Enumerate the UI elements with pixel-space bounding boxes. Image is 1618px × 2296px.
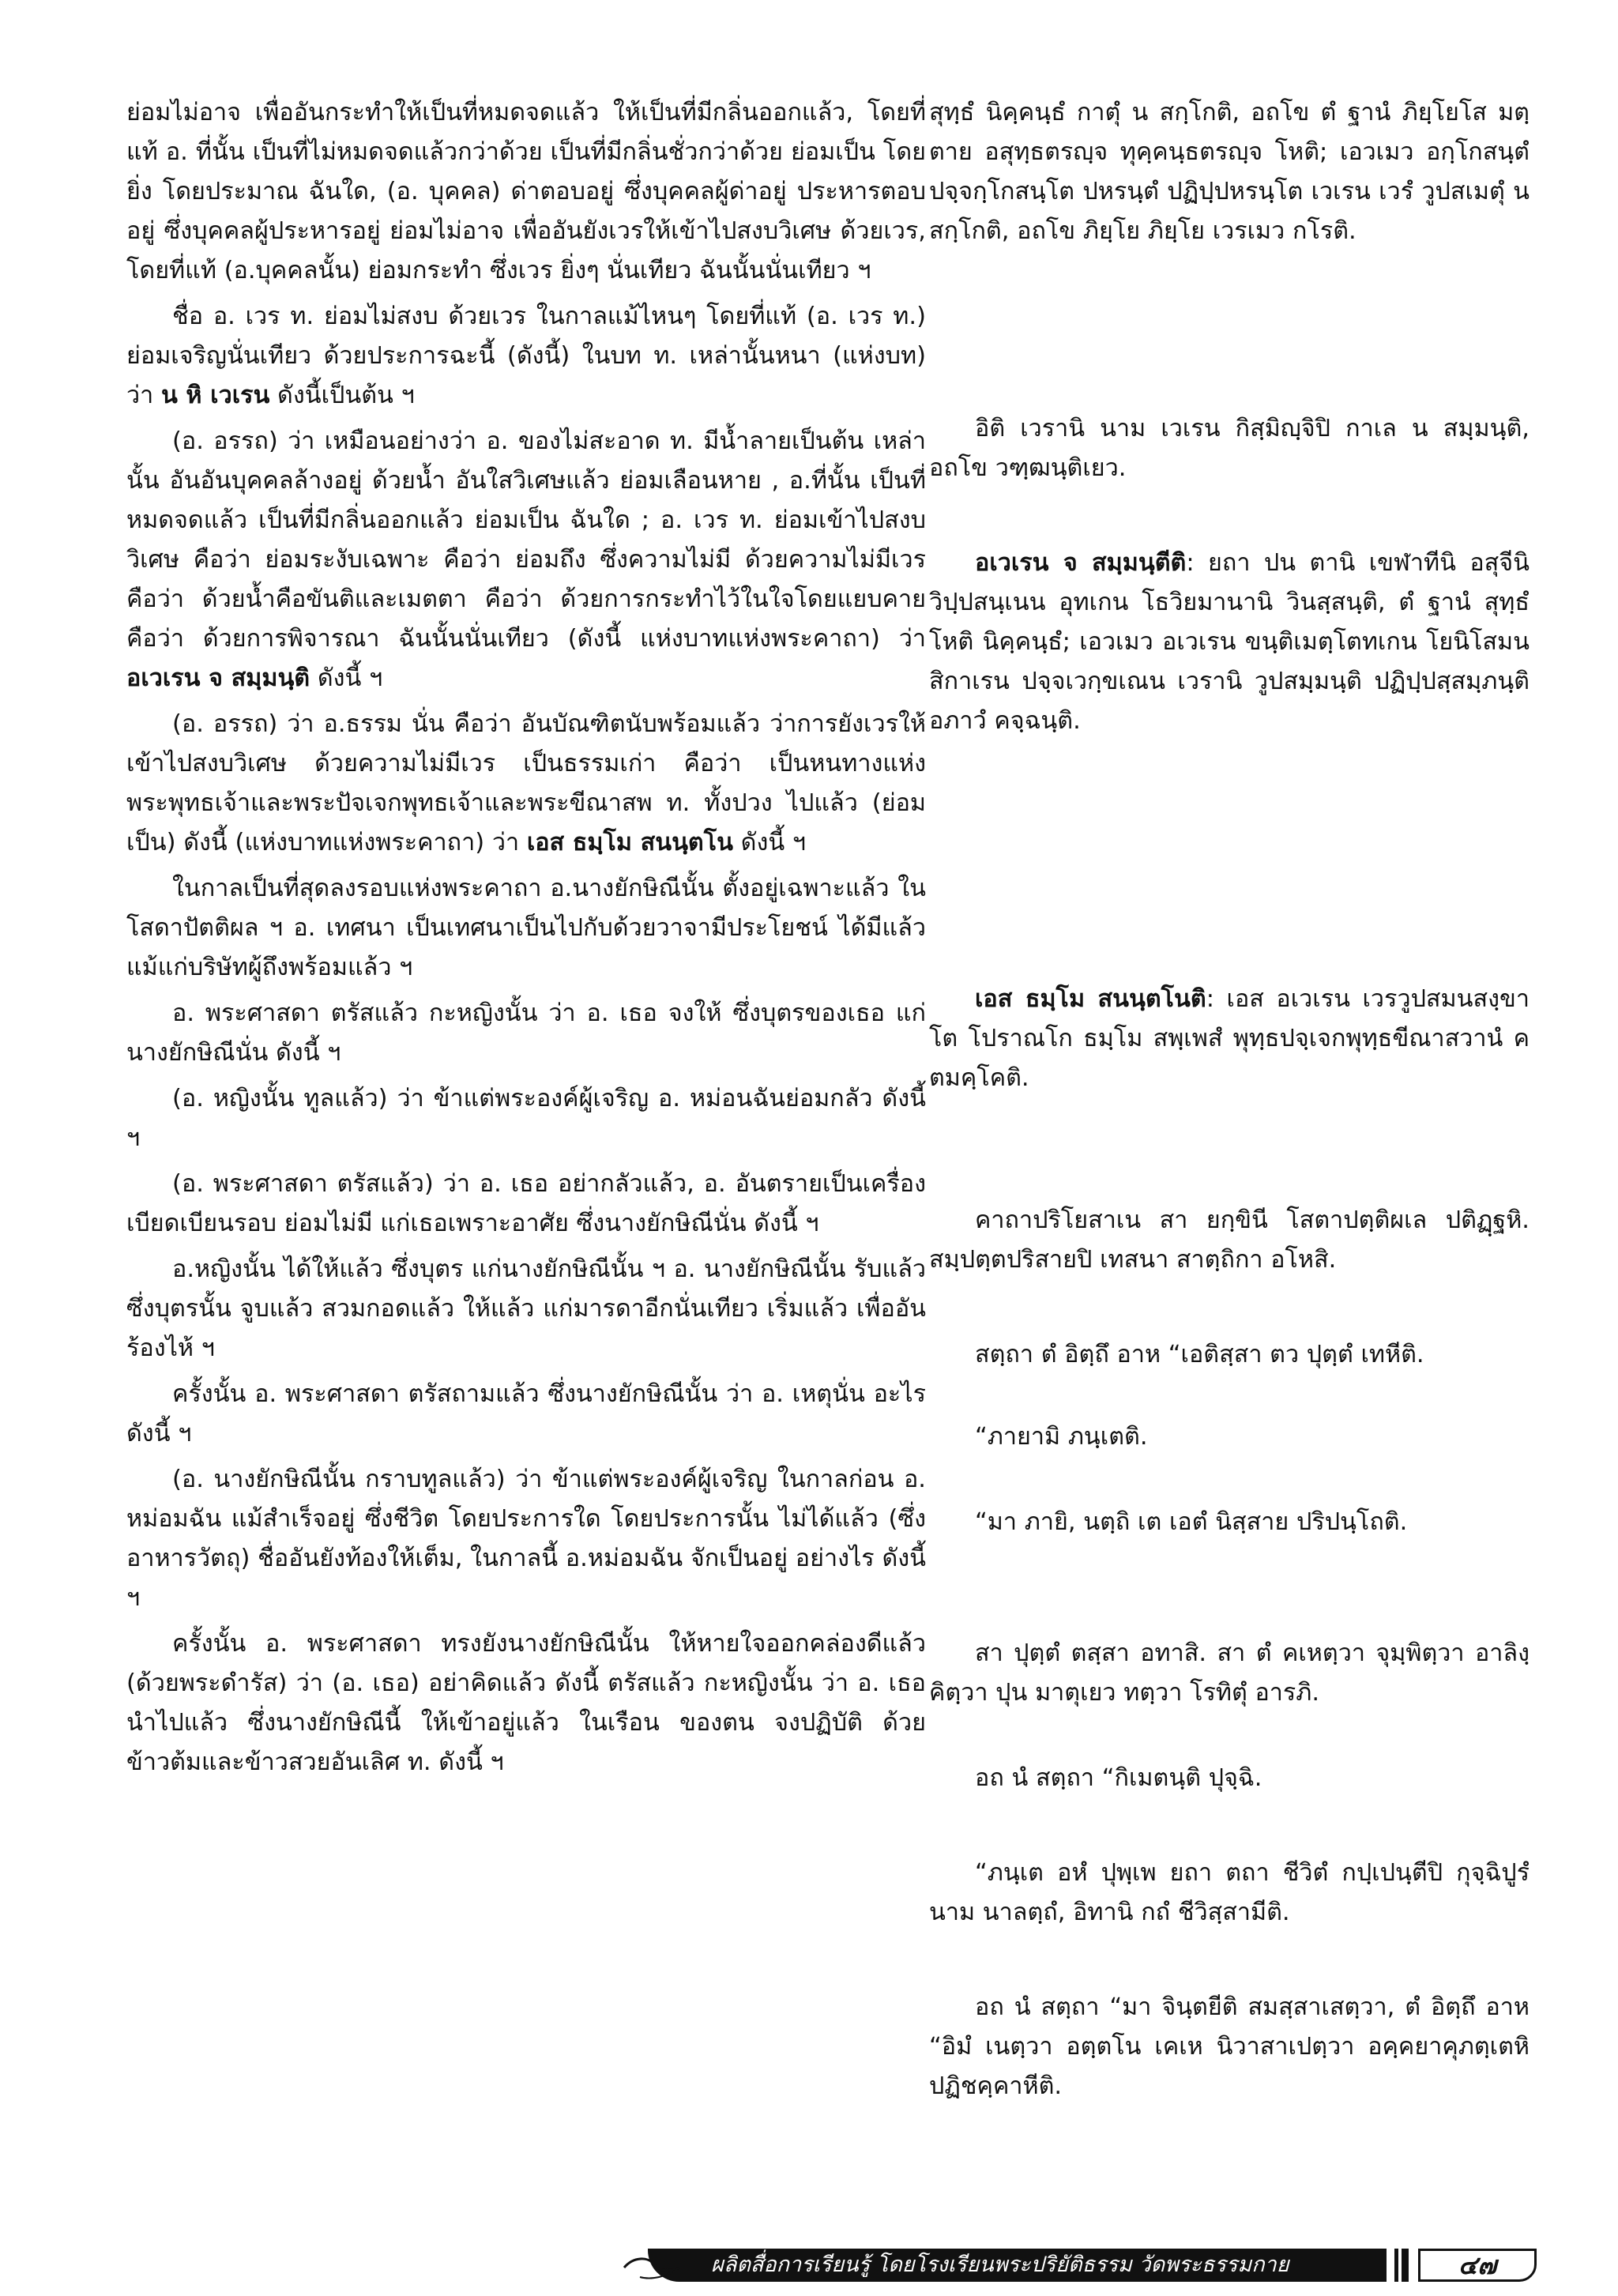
thai-text: อ. พระศาสดา ตรัสแล้ว กะหญิงนั้น ว่า อ. เธอ จงให้ ซึ่งบุตรของเธอ แก่นางยักษิณีนั่น ดังนี้ ฯ [126, 999, 926, 1067]
pali-keyword: น หิ เวเรน [160, 382, 270, 409]
pali-text: อิติ เวรานิ นาม เวเรน กิสฺมิญฺจิปิ กาเล น สมฺมนฺติ, อถโข วฑฺฒนฺติเยว. [929, 415, 1530, 482]
pali-paragraph [929, 1759, 1530, 1798]
pali-keyword: เอส ธมฺโม สนนฺตโนติ [975, 985, 1206, 1013]
thai-text: ครั้งนั้น อ. พระศาสดา ทรงยังนางยักษิณีนั้น ให้หายใจออกคล่องดีแล้ว (ด้วยพระดำรัส) ว่า (อ. เธอ) อย่าคิดแล้ว ดังนี้ ตรัสแล้ว กะหญิงนั้น ว่า อ. เธอ นำไปแล้ว ซึ่งนางยักษิณีนี้ ให้เข้าอยู่แล้ว ในเรือน ของตน จงปฏิบัติ ด้วยข้าวต้มและข้าวสวยอันเลิศ ท. ดังนี้ ฯ [126, 1630, 926, 1776]
pali-text: คาถาปริโยสาเน สา ยกฺขินี โสตาปตฺติผเล ปติฏฺฐหิ. สมฺปตฺตปริสายปิ เทสนา สาตฺถิกา อโหสิ. [929, 1206, 1530, 1274]
thai-text: (อ. อรรถ) ว่า อ.ธรรม นั่น คือว่า อันบัณฑิตนับพร้อมแล้ว ว่าการยังเวรให้เข้าไปสงบวิเศษ ด้วยความไม่มีเวร เป็นธรรมเก่า คือว่า เป็นหนทางแห่งพระพุทธเจ้าและพระปัจเจกพุทธเจ้าและพระขีณาสพ ท. ทั้งปวง ไปแล้ว (ย่อมเป็น) ดังนี้ (แห่งบาทแห่งพระคาถา) ว่า [126, 710, 926, 856]
page-number-text: ๔๗ [1458, 2250, 1497, 2280]
pali-text: “ภายามิ ภนฺเตติ. [975, 1423, 1148, 1451]
pali-text: สุทฺธํ นิคฺคนฺธํ กาตุํ น สกฺโกติ, อถโข ตํ ฐานํ ภิยฺโยโส มตฺตาย อสุทฺธตรญฺจ ทุคฺคนฺธตรญฺจ โหติ; เอวเมว อกฺโกสนฺตํ ปจฺจกฺโกสนฺโต ปหรนฺตํ ปฏิปฺปหรนฺโต เวเรน เวรํ วูปสเมตุํ น สกฺโกติ, อถโข ภิยฺโย ภิยฺโย เวรเมว กโรติ. [929, 99, 1530, 245]
pali-block [929, 1417, 1530, 1462]
pali-paragraph [929, 544, 1530, 741]
footer-banner [648, 2249, 1387, 2282]
pali-paragraph [929, 93, 1530, 251]
pali-text: อถ นํ สตฺถา “มา จินฺตยีติ สมสฺสาเสตฺวา, ตํ อิตฺถึ อาห “อิมํ เนตฺวา อตฺตโน เคเห นิวาสาเปตฺวา อคฺคยาคุภตฺเตหิ ปฏิชคฺคาหีติ. [929, 1993, 1530, 2100]
pali-block [929, 1854, 1530, 1937]
pali-keyword: อเวเรน จ สมฺมนฺติ [126, 664, 310, 692]
pali-paragraph [929, 1988, 1530, 2106]
thai-paragraph [126, 422, 926, 698]
thai-paragraph [126, 93, 926, 291]
thai-paragraph [126, 1460, 926, 1618]
pali-block [929, 409, 1530, 493]
thai-text: อ.หญิงนั้น ได้ให้แล้ว ซึ่งบุตร แก่นางยักษิณีนั้น ฯ อ. นางยักษิณีนั้น รับแล้ว ซึ่งบุตรนั้น จูบแล้ว สวมกอดแล้ว ให้แล้ว แก่มารดาอีกนั่นเทียว เริ่มแล้ว เพื่ออันร้องไห้ ฯ [126, 1255, 926, 1362]
pali-block [929, 980, 1530, 1103]
thai-text: ในกาลเป็นที่สุดลงรอบแห่งพระคาถา อ.นางยักษิณีนั้น ตั้งอยู่เฉพาะแล้ว ในโสดาปัตติผล ฯ อ. เทศนา เป็นเทศนาเป็นไปกับด้วยวาจามีประโยชน์ ได้มีแล้ว แม้แก่บริษัทผู้ถึงพร้อมแล้ว ฯ [126, 875, 926, 981]
pali-block [929, 1988, 1530, 2111]
pali-paragraph [929, 1201, 1530, 1280]
pali-block [929, 1335, 1530, 1379]
thai-text: (อ. หญิงนั้น ทูลแล้ว) ว่า ข้าแต่พระองค์ผู้เจริญ อ. หม่อนฉันย่อมกลัว ดังนี้ ฯ [126, 1085, 926, 1152]
thai-translation-column [126, 93, 926, 1789]
pali-paragraph [929, 1634, 1530, 1713]
thai-text-tail: ดังนี้เป็นต้น ฯ [269, 382, 415, 409]
pali-keyword: เอส ธมฺโม สนนฺตโน [526, 829, 733, 856]
thai-paragraph [126, 705, 926, 863]
pali-paragraph [929, 1335, 1530, 1375]
thai-paragraph [126, 1624, 926, 1782]
pali-text: : เอส อเวเรน เวรวูปสมนสงฺขาโต โปราณโก ธมฺโม สพฺเพสํ พุทฺธปจฺเจกพุทฺธขีณาสวานํ คตมคฺโคติ. [929, 985, 1530, 1092]
thai-text: (อ. นางยักษิณีนั้น กราบทูลแล้ว) ว่า ข้าแต่พระองค์ผู้เจริญ ในกาลก่อน อ. หม่อมฉัน แม้สำเร็จอยู่ ซึ่งชีวิต โดยประการใด โดยประการนั้น ไม่ได้แล้ว (ซึ่งอาหารวัตถุ) ชื่ออันยังท้องให้เต็ม, ในกาลนี้ อ.หม่อมฉัน จักเป็นอยู่ อย่างไร ดังนี้ ฯ [126, 1466, 926, 1612]
thai-text-tail: ดังนี้ ฯ [732, 829, 807, 856]
thai-text: ชื่อ อ. เวร ท. ย่อมไม่สงบ ด้วยเวร ในกาลแม้ไหนๆ โดยที่แท้ (อ. เวร ท.) ย่อมเจริญนั่นเทียว ด้วยประการฉะนี้ (ดังนี้) ในบท ท. เหล่านั้นหนา (แห่งบท) ว่า [126, 303, 926, 409]
thai-paragraph [126, 1375, 926, 1454]
pali-block [929, 93, 1530, 256]
thai-paragraph [126, 1079, 926, 1158]
pali-paragraph [929, 409, 1530, 488]
pali-text: อถ นํ สตฺถา “กิเมตนฺติ ปุจฺฉิ. [975, 1764, 1262, 1792]
ornament-icon [616, 2253, 703, 2282]
pali-keyword: อเวเรน จ สมฺมนฺตีติ [975, 549, 1187, 577]
page-footer [616, 2249, 1541, 2296]
pali-block [929, 1759, 1530, 1803]
thai-paragraph [126, 297, 926, 416]
pali-block [929, 1634, 1530, 1718]
pali-paragraph [929, 1417, 1530, 1457]
thai-text-tail: ดังนี้ ฯ [310, 664, 383, 692]
pali-text: “มา ภายิ, นตฺถิ เต เอตํ นิสฺสาย ปริปนฺโถติ. [975, 1508, 1408, 1536]
thai-paragraph [126, 1250, 926, 1368]
pali-text: สตฺถา ตํ อิตฺถึ อาห “เอติสฺสา ตว ปุตฺตํ เทหีติ. [975, 1341, 1424, 1368]
pali-text: : ยถา ปน ตานิ เขฬาทีนิ อสุจีนิ วิปฺปสนฺเนน อุทเกน โธวิยมานานิ วินสฺสนฺติ, ตํ ฐานํ สุทฺธํ โหติ นิคฺคนฺธํ; เอวเมว อเวเรน ขนฺติเมตฺโตทเกน โยนิโสมนสิกาเรน ปจฺจเวกฺขเณน เวรานิ วูปสมฺมนฺติ ปฏิปฺปสฺสมฺภนฺติ อภาวํ คจฺฉนฺติ. [929, 549, 1530, 735]
pali-block [929, 544, 1530, 746]
thai-paragraph [126, 1165, 926, 1244]
thai-text: (อ. อรรถ) ว่า เหมือนอย่างว่า อ. ของไม่สะอาด ท. มีน้ำลายเป็นต้น เหล่านั้น อันอันบุคคลล้างอยู่ ด้วยน้ำ อันใสวิเศษแล้ว ย่อมเลือนหาย , อ.ที่นั้น เป็นที่หมดจดแล้ว เป็นที่มีกลิ่นออกแล้ว ย่อมเป็น ฉันใด ; อ. เวร ท. ย่อมเข้าไปสงบวิเศษ คือว่า ย่อมระงับเฉพาะ คือว่า ย่อมถึง ซึ่งความไม่มี ด้วยความไม่มีเวร คือว่า ด้วยน้ำคือขันติและเมตตา คือว่า ด้วยการกระทำไว้ในใจโดยแยบคาย คือว่า ด้วยการพิจารณา ฉันนั้นนั่นเทียว (ดังนี้ แห่งบาทแห่งพระคาถา) ว่า [126, 427, 926, 653]
pali-paragraph [929, 1854, 1530, 1933]
pali-block [929, 1201, 1530, 1285]
pali-block [929, 1503, 1530, 1547]
thai-text: ย่อมไม่อาจ เพื่ออันกระทำให้เป็นที่หมดจดแล้ว ให้เป็นที่มีกลิ่นออกแล้ว, โดยที่แท้ อ. ที่นั้น เป็นที่ไม่หมดจดแล้วกว่าด้วย เป็นที่มีกลิ่นชั่วกว่าด้วย ย่อมเป็น โดยยิ่ง โดยประมาณ ฉันใด, (อ. บุคคล) ด่าตอบอยู่ ซึ่งบุคคลผู้ด่าอยู่ ประหารตอบอยู่ ซึ่งบุคคลผู้ประหารอยู่ ย่อมไม่อาจ เพื่ออันยังเวรให้เข้าไปสงบวิเศษ ด้วยเวร, โดยที่แท้ (อ.บุคคลนั้น) ย่อมกระทำ ซึ่งเวร ยิ่งๆ นั่นเทียว ฉันนั้นนั่นเทียว ฯ [126, 99, 926, 284]
pali-paragraph [929, 980, 1530, 1098]
pali-paragraph [929, 1503, 1530, 1542]
thai-text: ครั้งนั้น อ. พระศาสดา ตรัสถามแล้ว ซึ่งนางยักษิณีนั้น ว่า อ. เหตุนั่น อะไร ดังนี้ ฯ [126, 1380, 926, 1447]
pali-text: สา ปุตฺตํ ตสฺสา อทาสิ. สา ตํ คเหตฺวา จุมฺพิตฺวา อาลิงฺคิตฺวา ปุน มาตุเยว ทตฺวา โรทิตุํ อารภิ. [929, 1639, 1530, 1707]
thai-text: (อ. พระศาสดา ตรัสแล้ว) ว่า อ. เธอ อย่ากลัวแล้ว, อ. อันตรายเป็นเครื่องเบียดเบียนรอบ ย่อมไม่มี แก่เธอเพราะอาศัย ซึ่งนางยักษิณีนั่น ดังนี้ ฯ [126, 1170, 926, 1237]
pali-text: “ภนฺเต อหํ ปุพฺเพ ยถา ตถา ชีวิตํ กปฺเปนฺตีปิ กุจฺฉิปูรํ นาม นาลตฺถํ, อิทานิ กถํ ชีวิสฺสามีติ. [929, 1859, 1530, 1926]
thai-paragraph [126, 994, 926, 1073]
thai-paragraph [126, 869, 926, 988]
footer-divider [1394, 2249, 1410, 2282]
publisher-text: ผลิตสื่อการเรียนรู้ โดยโรงเรียนพระปริยัติธรรม วัดพระธรรมกาย [711, 2253, 1289, 2277]
page-number [1418, 2249, 1537, 2282]
